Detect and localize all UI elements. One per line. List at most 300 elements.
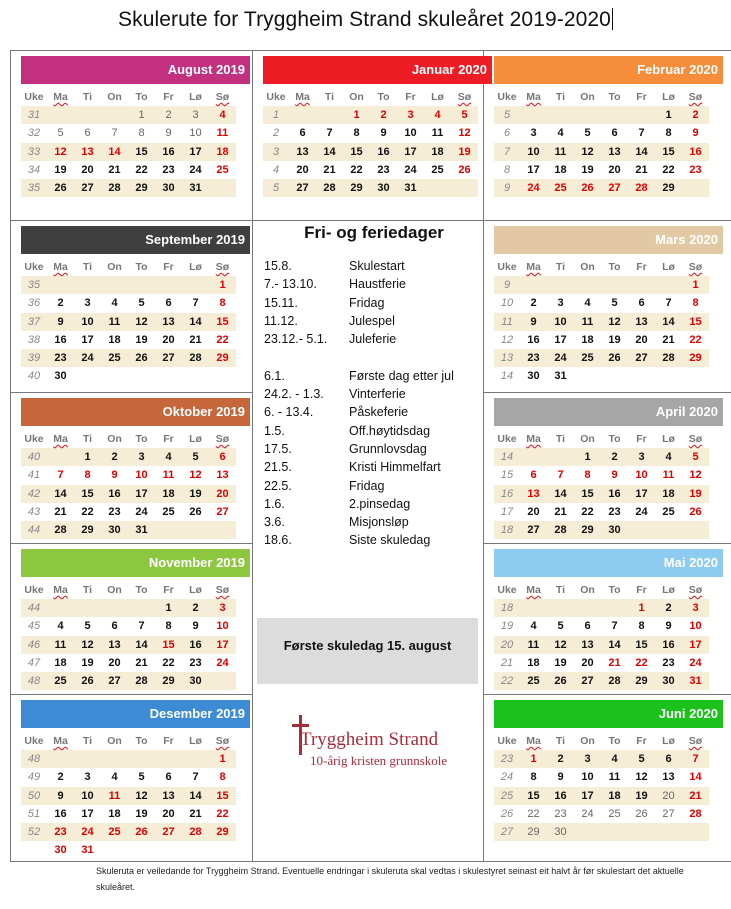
day-cell: 26 bbox=[689, 505, 702, 518]
week-row bbox=[21, 466, 236, 484]
day-cell bbox=[128, 367, 155, 385]
day-cell: 5 bbox=[451, 106, 478, 124]
day-cell bbox=[547, 599, 574, 617]
day-cell: 8 bbox=[638, 620, 645, 633]
day-header: Sø bbox=[215, 261, 230, 274]
day-cell: 14 bbox=[601, 636, 628, 654]
day-cell: 25 bbox=[216, 163, 229, 176]
day-header: On bbox=[107, 433, 122, 446]
day-cell: 16 bbox=[527, 333, 540, 346]
day-cell: 3 bbox=[574, 750, 601, 768]
day-cell: 28 bbox=[689, 807, 702, 820]
day-header: Sø bbox=[688, 433, 703, 446]
holiday-date: 15.8. bbox=[264, 259, 292, 273]
day-cell: 9 bbox=[520, 313, 547, 331]
day-cell: 22 bbox=[635, 656, 648, 669]
day-cell: 18 bbox=[424, 143, 451, 161]
day-cell: 29 bbox=[520, 823, 547, 841]
day-header: Ti bbox=[555, 433, 566, 446]
day-cell: 21 bbox=[662, 333, 675, 346]
day-cell: 2 bbox=[655, 599, 682, 617]
day-cell: 18 bbox=[581, 333, 594, 346]
day-cell bbox=[155, 521, 182, 539]
day-cell: 28 bbox=[655, 349, 682, 367]
day-header: Uke bbox=[266, 91, 286, 104]
day-cell: 1 bbox=[574, 448, 601, 466]
day-header: Ma bbox=[526, 735, 541, 748]
day-cell: 20 bbox=[81, 163, 94, 176]
day-cell: 24 bbox=[404, 163, 417, 176]
day-cell: 30 bbox=[101, 521, 128, 539]
month-april bbox=[484, 393, 723, 539]
month-table bbox=[494, 732, 709, 841]
day-cell: 23 bbox=[520, 349, 547, 367]
day-cell bbox=[47, 448, 74, 466]
week-number: 51 bbox=[27, 807, 41, 820]
week-row bbox=[21, 143, 236, 161]
month-header: Desember 2019 bbox=[21, 700, 250, 728]
day-cell bbox=[101, 106, 128, 124]
day-cell: 27 bbox=[289, 179, 316, 197]
day-cell bbox=[520, 276, 547, 294]
day-cell: 2 bbox=[370, 106, 397, 124]
day-cell: 11 bbox=[101, 787, 128, 805]
day-cell: 10 bbox=[216, 620, 229, 633]
month-header: September 2019 bbox=[21, 226, 250, 254]
day-cell bbox=[628, 276, 655, 294]
day-cell: 9 bbox=[380, 127, 387, 140]
day-cell: 3 bbox=[209, 599, 236, 617]
week-row bbox=[21, 521, 236, 539]
week-row bbox=[21, 503, 236, 521]
week-number: 40 bbox=[27, 370, 41, 383]
day-cell bbox=[628, 106, 655, 124]
day-header: Fr bbox=[163, 261, 174, 274]
week-number: 19 bbox=[500, 620, 514, 633]
day-cell: 6 bbox=[111, 620, 118, 633]
day-header: Uke bbox=[497, 91, 517, 104]
day-cell: 26 bbox=[189, 505, 202, 518]
day-cell: 18 bbox=[209, 143, 236, 161]
week-number: 14 bbox=[500, 370, 514, 383]
day-header: Ti bbox=[555, 261, 566, 274]
week-row bbox=[21, 599, 236, 617]
day-cell: 1 bbox=[155, 599, 182, 617]
day-cell: 27 bbox=[601, 179, 628, 197]
day-cell bbox=[628, 367, 655, 385]
day-cell: 14 bbox=[547, 485, 574, 503]
day-header: Ti bbox=[555, 91, 566, 104]
day-cell: 25 bbox=[662, 505, 675, 518]
day-header: To bbox=[135, 261, 148, 274]
week-row bbox=[21, 161, 236, 179]
day-cell: 18 bbox=[155, 485, 182, 503]
day-cell: 11 bbox=[662, 469, 675, 482]
day-header: To bbox=[608, 433, 621, 446]
day-cell: 13 bbox=[662, 771, 675, 784]
day-cell: 1 bbox=[74, 448, 101, 466]
week-row bbox=[21, 485, 236, 503]
day-header: Ma bbox=[526, 261, 541, 274]
week-row bbox=[494, 805, 709, 823]
week-row bbox=[21, 367, 236, 385]
day-header: To bbox=[608, 91, 621, 104]
day-header: On bbox=[107, 735, 122, 748]
day-cell bbox=[128, 599, 155, 617]
day-header: Uke bbox=[24, 433, 44, 446]
holiday-name bbox=[349, 348, 494, 366]
day-cell bbox=[601, 823, 628, 841]
day-cell: 2 bbox=[57, 771, 64, 784]
holiday-row bbox=[254, 385, 494, 403]
day-cell: 27 bbox=[74, 179, 101, 197]
day-header: Ma bbox=[295, 91, 310, 104]
month-table bbox=[21, 430, 236, 539]
month-table bbox=[494, 258, 709, 385]
holidays-panel bbox=[254, 51, 494, 550]
holiday-name: Påskeferie bbox=[349, 405, 409, 420]
holiday-name: Siste skuledag bbox=[349, 533, 431, 548]
day-cell bbox=[574, 276, 601, 294]
day-cell bbox=[74, 367, 101, 385]
day-cell: 17 bbox=[682, 636, 709, 654]
day-cell: 4 bbox=[530, 620, 537, 633]
day-cell: 25 bbox=[431, 163, 444, 176]
week-row bbox=[494, 161, 709, 179]
day-cell: 6 bbox=[530, 469, 537, 482]
day-cell: 23 bbox=[377, 163, 390, 176]
week-number: 41 bbox=[27, 469, 41, 482]
day-cell bbox=[101, 599, 128, 617]
day-cell bbox=[47, 106, 74, 124]
week-number: 33 bbox=[21, 143, 47, 161]
day-cell: 12 bbox=[128, 787, 155, 805]
holiday-date: 6.1. bbox=[264, 368, 285, 383]
day-cell: 24 bbox=[547, 349, 574, 367]
day-cell: 2 bbox=[601, 448, 628, 466]
day-cell: 6 bbox=[84, 127, 91, 140]
day-cell: 21 bbox=[135, 656, 148, 669]
day-cell: 5 bbox=[138, 771, 145, 784]
week-row bbox=[21, 448, 236, 466]
day-cell: 12 bbox=[601, 313, 628, 331]
day-cell: 25 bbox=[101, 349, 128, 367]
day-cell: 30 bbox=[370, 179, 397, 197]
week-row bbox=[494, 349, 709, 367]
day-cell: 12 bbox=[128, 313, 155, 331]
day-cell: 27 bbox=[101, 672, 128, 690]
day-cell bbox=[128, 750, 155, 768]
day-cell: 28 bbox=[628, 179, 655, 197]
holiday-date: 1.6. bbox=[264, 496, 285, 511]
day-cell: 9 bbox=[665, 620, 672, 633]
logo-name: Tryggheim Strand bbox=[300, 729, 439, 750]
holiday-row bbox=[254, 495, 494, 513]
day-cell: 23 bbox=[47, 349, 74, 367]
day-header: Lø bbox=[662, 433, 675, 446]
day-cell: 31 bbox=[182, 179, 209, 197]
day-cell: 6 bbox=[299, 127, 306, 140]
day-cell bbox=[182, 750, 209, 768]
day-cell: 29 bbox=[574, 521, 601, 539]
day-cell: 15 bbox=[343, 143, 370, 161]
day-cell: 19 bbox=[135, 807, 148, 820]
day-cell bbox=[209, 367, 236, 385]
day-cell: 24 bbox=[520, 179, 547, 197]
day-cell: 4 bbox=[557, 127, 564, 140]
day-cell: 20 bbox=[608, 163, 621, 176]
day-cell: 6 bbox=[638, 297, 645, 310]
day-cell: 16 bbox=[547, 787, 574, 805]
day-cell: 24 bbox=[74, 349, 101, 367]
holiday-name: Fridag bbox=[349, 478, 385, 493]
day-cell: 24 bbox=[689, 656, 702, 669]
day-cell: 26 bbox=[547, 672, 574, 690]
day-header: Uke bbox=[24, 91, 44, 104]
day-cell: 5 bbox=[557, 620, 564, 633]
day-cell: 19 bbox=[581, 163, 594, 176]
day-cell: 26 bbox=[47, 179, 74, 197]
day-cell: 2 bbox=[182, 599, 209, 617]
day-header: Fr bbox=[163, 735, 174, 748]
day-cell bbox=[182, 521, 209, 539]
day-cell: 23 bbox=[608, 505, 621, 518]
holiday-name: Første dag etter jul bbox=[349, 368, 454, 383]
day-cell bbox=[520, 106, 547, 124]
day-cell: 14 bbox=[47, 485, 74, 503]
holidays-title: Fri- og feriedager bbox=[304, 223, 444, 242]
week-row bbox=[21, 654, 236, 672]
day-header: Lø bbox=[189, 584, 202, 597]
day-cell: 11 bbox=[574, 313, 601, 331]
day-cell: 12 bbox=[458, 127, 471, 140]
day-cell: 10 bbox=[74, 787, 101, 805]
day-cell: 10 bbox=[547, 313, 574, 331]
day-cell: 17 bbox=[81, 333, 94, 346]
day-cell bbox=[74, 750, 101, 768]
day-cell: 2 bbox=[57, 297, 64, 310]
week-row bbox=[494, 521, 709, 539]
day-cell: 7 bbox=[57, 469, 64, 482]
holiday-row bbox=[254, 257, 494, 275]
day-cell: 3 bbox=[628, 448, 655, 466]
day-cell: 21 bbox=[554, 505, 567, 518]
day-cell: 5 bbox=[628, 750, 655, 768]
week-row bbox=[21, 294, 236, 312]
day-cell: 22 bbox=[135, 163, 148, 176]
day-cell: 20 bbox=[635, 333, 648, 346]
day-cell: 22 bbox=[527, 807, 540, 820]
week-row bbox=[21, 823, 236, 841]
day-cell: 13 bbox=[74, 143, 101, 161]
day-cell: 29 bbox=[74, 521, 101, 539]
week-row bbox=[494, 485, 709, 503]
day-cell: 16 bbox=[370, 143, 397, 161]
day-cell bbox=[655, 521, 682, 539]
day-cell: 8 bbox=[353, 127, 360, 140]
day-header: To bbox=[377, 91, 390, 104]
month-mars bbox=[484, 221, 723, 385]
day-cell: 22 bbox=[350, 163, 363, 176]
week-row bbox=[21, 124, 236, 142]
day-cell bbox=[182, 276, 209, 294]
day-cell: 28 bbox=[101, 179, 128, 197]
day-header: Fr bbox=[163, 91, 174, 104]
day-cell: 1 bbox=[343, 106, 370, 124]
day-cell: 3 bbox=[182, 106, 209, 124]
day-cell: 26 bbox=[574, 179, 601, 197]
day-header: Fr bbox=[405, 91, 416, 104]
day-cell: 13 bbox=[155, 787, 182, 805]
day-cell: 6 bbox=[584, 620, 591, 633]
holiday-date bbox=[254, 348, 349, 366]
holiday-name: Off.høytidsdag bbox=[349, 423, 431, 438]
month-desember bbox=[11, 695, 250, 859]
day-header: Uke bbox=[497, 261, 517, 274]
day-cell: 2 bbox=[101, 448, 128, 466]
day-cell bbox=[547, 448, 574, 466]
day-cell: 10 bbox=[74, 313, 101, 331]
week-number: 23 bbox=[494, 750, 520, 768]
day-cell bbox=[628, 521, 655, 539]
day-cell bbox=[74, 106, 101, 124]
day-cell: 21 bbox=[189, 333, 202, 346]
day-cell: 11 bbox=[101, 313, 128, 331]
day-cell: 5 bbox=[84, 620, 91, 633]
week-number: 2 bbox=[272, 127, 280, 140]
day-cell: 1 bbox=[128, 106, 155, 124]
month-juni bbox=[484, 695, 723, 841]
day-cell bbox=[155, 276, 182, 294]
day-cell bbox=[601, 276, 628, 294]
day-cell bbox=[655, 823, 682, 841]
day-cell: 19 bbox=[628, 787, 655, 805]
day-cell: 16 bbox=[655, 636, 682, 654]
week-row bbox=[494, 672, 709, 690]
day-cell: 7 bbox=[326, 127, 333, 140]
week-number: 27 bbox=[494, 823, 520, 841]
day-cell: 23 bbox=[689, 163, 702, 176]
holiday-date: 23.12.- 5.1. bbox=[264, 332, 328, 347]
day-cell: 28 bbox=[182, 349, 209, 367]
day-header: Sø bbox=[215, 91, 230, 104]
day-cell: 2 bbox=[530, 297, 537, 310]
day-header: Sø bbox=[688, 91, 703, 104]
day-cell: 3 bbox=[84, 771, 91, 784]
month-oktober bbox=[11, 393, 250, 539]
month-header: Juni 2020 bbox=[494, 700, 723, 728]
week-number: 52 bbox=[21, 823, 47, 841]
day-header: Fr bbox=[163, 433, 174, 446]
day-header: On bbox=[107, 584, 122, 597]
month-table bbox=[494, 581, 709, 690]
week-number: 7 bbox=[494, 143, 520, 161]
week-number: 40 bbox=[21, 448, 47, 466]
week-number: 22 bbox=[494, 672, 520, 690]
day-cell bbox=[655, 367, 682, 385]
week-number: 43 bbox=[27, 505, 41, 518]
day-cell: 9 bbox=[47, 313, 74, 331]
day-cell: 10 bbox=[635, 469, 648, 482]
day-cell: 22 bbox=[216, 807, 229, 820]
week-row bbox=[21, 179, 236, 197]
day-cell: 30 bbox=[527, 370, 540, 383]
month-header: November 2019 bbox=[21, 549, 250, 577]
holiday-row bbox=[254, 348, 494, 366]
day-cell: 27 bbox=[520, 521, 547, 539]
day-cell: 25 bbox=[47, 672, 74, 690]
week-number: 44 bbox=[21, 521, 47, 539]
week-number: 18 bbox=[494, 599, 520, 617]
day-cell: 25 bbox=[574, 349, 601, 367]
first-school-day-box: Første skuledag 15. august bbox=[257, 618, 478, 684]
day-cell bbox=[101, 750, 128, 768]
week-number: 10 bbox=[500, 297, 514, 310]
day-header: Ma bbox=[53, 433, 68, 446]
holiday-name: Grunnlovsdag bbox=[349, 441, 427, 456]
day-cell: 8 bbox=[138, 127, 145, 140]
day-cell bbox=[574, 599, 601, 617]
day-cell: 23 bbox=[554, 807, 567, 820]
day-header: Lø bbox=[662, 584, 675, 597]
day-header: Lø bbox=[189, 91, 202, 104]
day-header: Fr bbox=[636, 261, 647, 274]
day-cell bbox=[182, 367, 209, 385]
day-cell: 5 bbox=[138, 297, 145, 310]
day-cell bbox=[601, 106, 628, 124]
holiday-name: Vinterferie bbox=[349, 387, 406, 402]
day-header: Sø bbox=[688, 584, 703, 597]
day-cell: 30 bbox=[54, 844, 67, 857]
day-cell: 30 bbox=[601, 521, 628, 539]
week-row bbox=[494, 787, 709, 805]
day-cell: 17 bbox=[574, 787, 601, 805]
month-header: Mars 2020 bbox=[494, 226, 723, 254]
day-header: On bbox=[107, 91, 122, 104]
week-row bbox=[21, 672, 236, 690]
day-cell bbox=[155, 367, 182, 385]
day-cell: 21 bbox=[635, 163, 648, 176]
day-cell bbox=[155, 841, 182, 859]
day-cell: 21 bbox=[189, 807, 202, 820]
day-cell bbox=[520, 448, 547, 466]
week-number: 49 bbox=[27, 771, 41, 784]
holiday-row bbox=[254, 312, 494, 330]
day-cell bbox=[209, 521, 236, 539]
day-cell: 14 bbox=[182, 787, 209, 805]
week-number: 44 bbox=[21, 599, 47, 617]
week-number: 6 bbox=[503, 127, 511, 140]
day-cell: 23 bbox=[162, 163, 175, 176]
day-cell: 8 bbox=[665, 127, 672, 140]
day-cell: 19 bbox=[682, 485, 709, 503]
day-cell bbox=[47, 276, 74, 294]
day-cell: 15 bbox=[128, 143, 155, 161]
day-header: To bbox=[608, 584, 621, 597]
holiday-date: 6. - 13.4. bbox=[264, 405, 314, 420]
week-row bbox=[494, 750, 709, 768]
day-cell: 2 bbox=[682, 106, 709, 124]
day-cell: 24 bbox=[135, 505, 148, 518]
week-number: 47 bbox=[27, 656, 41, 669]
day-cell: 31 bbox=[397, 179, 424, 197]
month-november bbox=[11, 544, 250, 690]
week-row bbox=[21, 349, 236, 367]
week-number: 21 bbox=[500, 656, 514, 669]
day-cell: 17 bbox=[81, 807, 94, 820]
day-header: On bbox=[107, 261, 122, 274]
day-cell: 8 bbox=[584, 469, 591, 482]
